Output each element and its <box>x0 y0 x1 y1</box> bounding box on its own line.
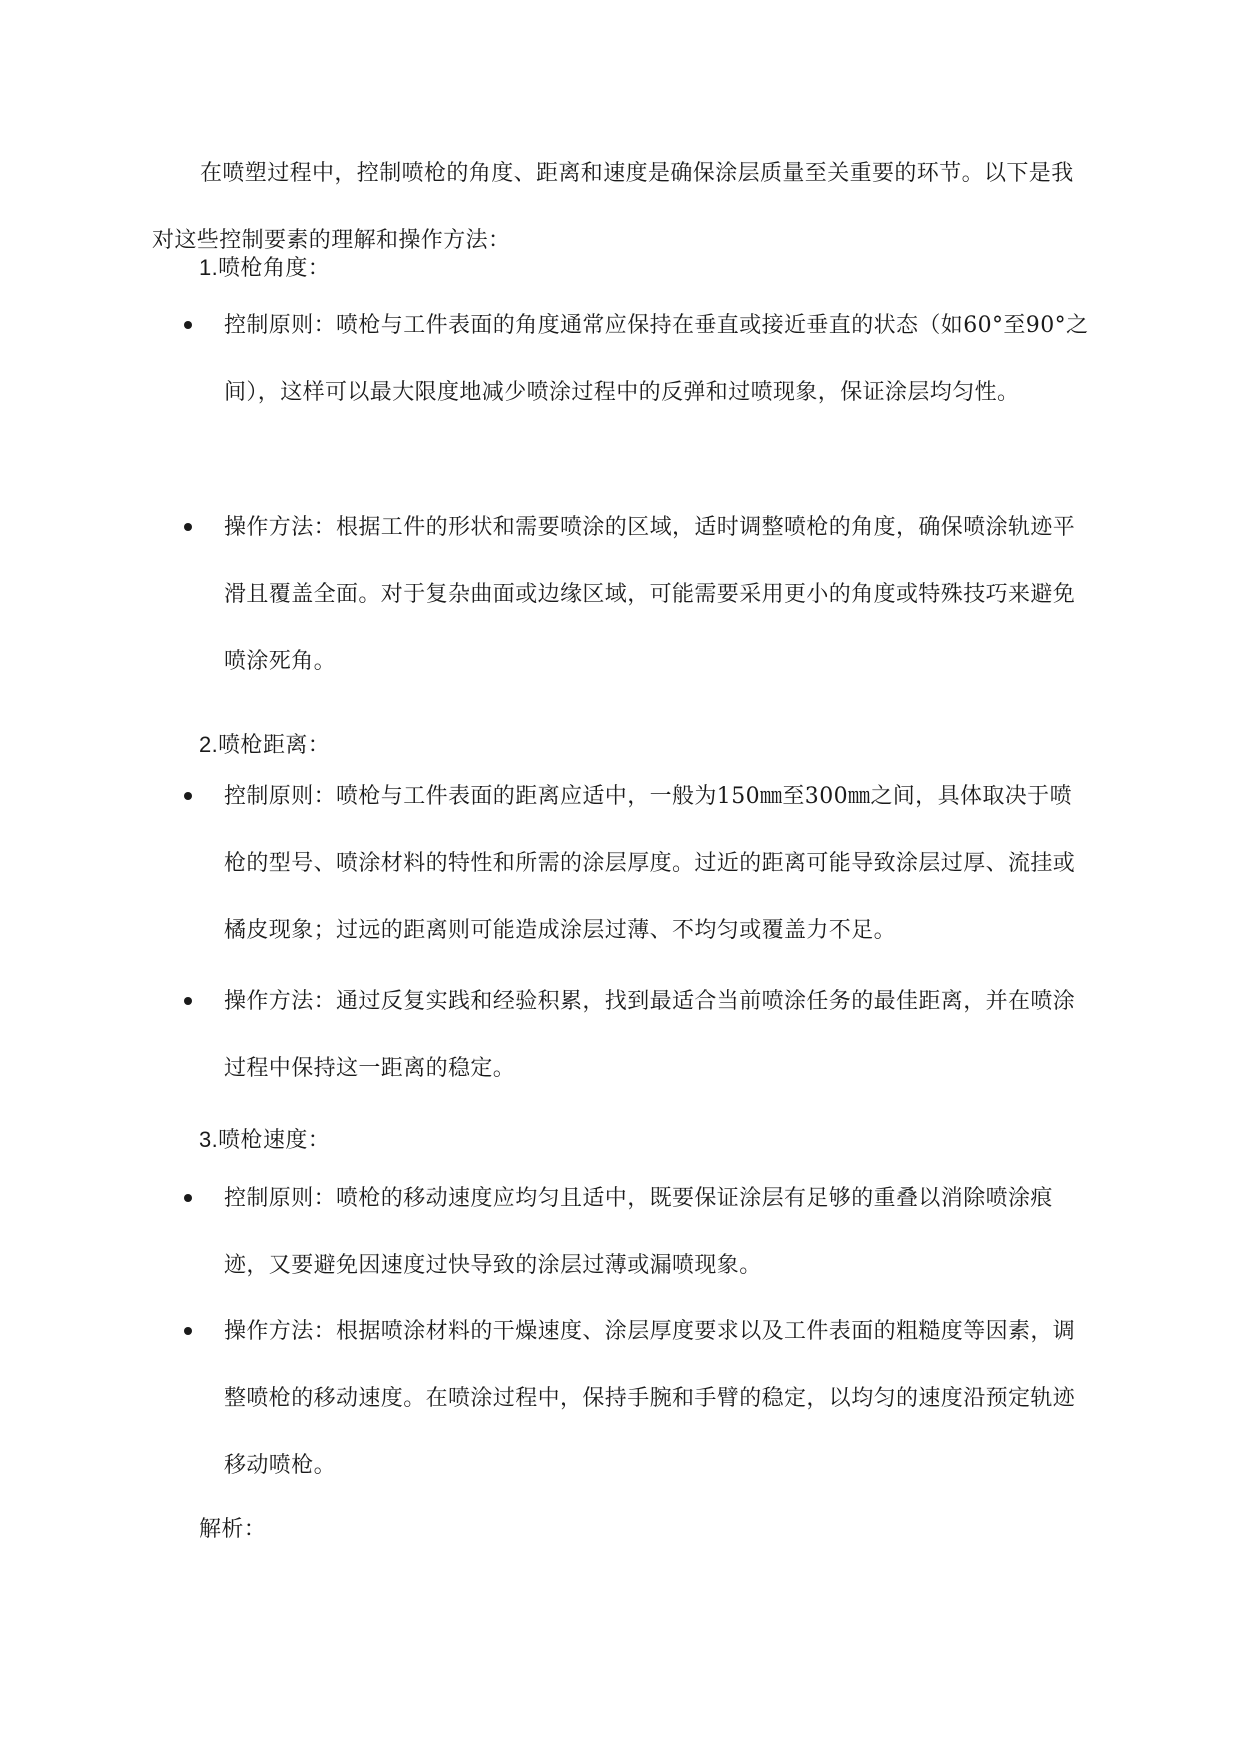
bullet-text-1-2: 操作方法：根据工件的形状和需要喷涂的区域，适时调整喷枪的角度，确保喷涂轨迹平滑且覆盖全面。对于复杂曲面或边缘区域，可能需要采用更小的角度或特殊技巧来避免喷涂死角。 <box>224 515 1076 674</box>
bullet-dot <box>184 997 192 1005</box>
section-number-1: 1. <box>199 255 219 280</box>
bullet-dot <box>184 1194 192 1202</box>
section-number-3: 3. <box>199 1127 219 1152</box>
bullet-item-3-1 <box>176 1165 1092 1299</box>
bullet-text-3-1: 控制原则：喷枪的移动速度应均匀且适中，既要保证涂层有足够的重叠以消除喷涂痕迹，又要避免因速度过快导致的涂层过薄或漏喷现象。 <box>224 1186 1053 1278</box>
bullet-item-2-2 <box>176 968 1092 1102</box>
bullet-item-1-2 <box>176 494 1092 695</box>
bullet-item-2-1 <box>176 763 1092 964</box>
analysis-label: 解析： <box>199 1517 267 1542</box>
section-title-2: 喷枪距离： <box>218 733 331 758</box>
bullet-dot <box>184 321 192 329</box>
bullet-text-2-2: 操作方法：通过反复实践和经验积累，找到最适合当前喷涂任务的最佳距离，并在喷涂过程中保持这一距离的稳定。 <box>224 989 1076 1081</box>
bullet-item-1-1 <box>176 292 1092 426</box>
bullet-text-3-2: 操作方法：根据喷涂材料的干燥速度、涂层厚度要求以及工件表面的粗糙度等因素，调整喷枪的移动速度。在喷涂过程中，保持手腕和手臂的稳定，以均匀的速度沿预定轨迹移动喷枪。 <box>224 1319 1076 1478</box>
bullet-text-2-1: 控制原则：喷枪与工件表面的距离应适中，一般为150㎜至300㎜之间，具体取决于喷枪的型号、喷涂材料的特性和所需的涂层厚度。过近的距离可能导致涂层过厚、流挂或橘皮现象；过远的距离则可能造成涂层过薄、不均匀或覆盖力不足。 <box>224 784 1076 943</box>
section-heading-3 <box>199 1120 330 1161</box>
bullet-item-3-2 <box>176 1298 1092 1499</box>
section-title-1: 喷枪角度： <box>218 256 331 281</box>
intro-paragraph: 在喷塑过程中，控制喷枪的角度、距离和速度是确保涂层质量至关重要的环节。以下是我对这些控制要素的理解和操作方法： <box>152 161 1074 253</box>
section-number-2: 2. <box>199 732 219 757</box>
bullet-dot <box>184 1327 192 1335</box>
section-heading-2 <box>199 725 330 766</box>
section-heading-1 <box>199 248 330 289</box>
bullet-dot <box>184 523 192 531</box>
bullet-text-1-1: 控制原则：喷枪与工件表面的角度通常应保持在垂直或接近垂直的状态（如60°至90°之间），这样可以最大限度地减少喷涂过程中的反弹和过喷现象，保证涂层均匀性。 <box>224 313 1089 405</box>
section-title-3: 喷枪速度： <box>218 1128 331 1153</box>
bullet-dot <box>184 792 192 800</box>
